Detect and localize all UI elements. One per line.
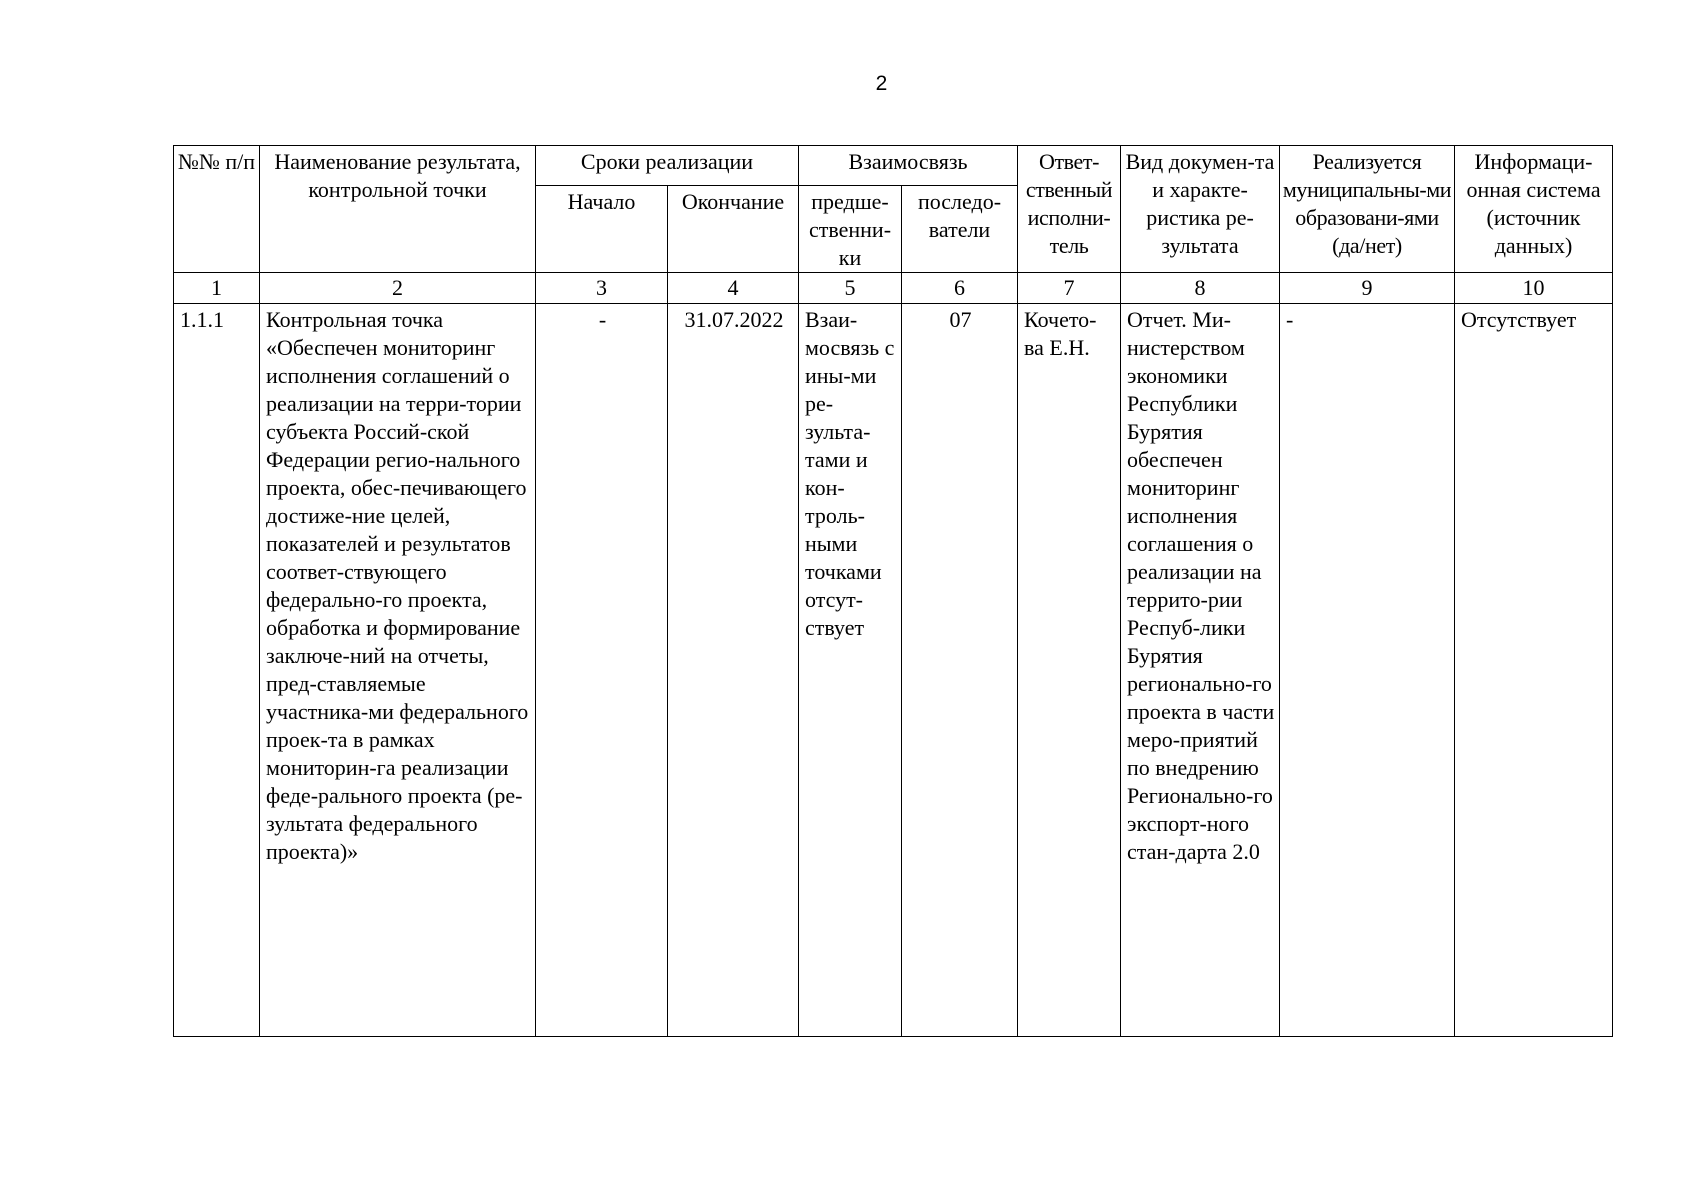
column-number: 4 [668,273,799,304]
header-predecessors: предше-ственни-ки [799,186,902,273]
row-successors: 07 [902,304,1018,1037]
header-municipal: Реализуется муниципальны-ми образовани-ями (да/нет) [1280,146,1455,273]
header-end: Окончание [668,186,799,273]
column-number-row [174,273,1613,304]
column-number: 5 [799,273,902,304]
header-start: Начало [536,186,668,273]
row-name: Контрольная точка «Обеспечен мониторинг исполнения соглашений о реализации на терри-тории субъекта Россий-ской Федерации регио-нального проекта, обес-печивающего достиже-ние целей, показателей и результатов соответ-ствующего федерально-го проекта, обработка и формирование заключе-ний на отчеты, пред-ставляемые участника-ми федерального проек-та в рамках мониторин-га реализации феде-рального проекта (ре-зультата федерального проекта)» [260,304,536,1037]
header-num: №№ п/п [174,146,260,273]
header-doc-type: Вид докумен-та и характе-ристика ре-зультата [1121,146,1280,273]
header-successors: последо-ватели [902,186,1018,273]
page-number: 2 [875,72,888,95]
column-number: 2 [260,273,536,304]
header-row-1 [174,146,1613,186]
column-number: 7 [1018,273,1121,304]
header-name: Наименование результата, контрольной точки [260,146,536,273]
row-predecessors: Взаи-мосвязь с ины-ми ре-зульта-тами и кон-троль-ными точками отсут-ствует [799,304,902,1037]
project-plan-table [173,145,1613,1037]
header-responsible: Ответ-ственный исполни-тель [1018,146,1121,273]
row-municipal: - [1280,304,1455,1037]
header-timing-group: Сроки реализации [536,146,799,186]
row-start: - [536,304,668,1037]
row-info-system: Отсутствует [1455,304,1613,1037]
header-link-group: Взаимосвязь [799,146,1018,186]
column-number: 8 [1121,273,1280,304]
row-num: 1.1.1 [174,304,260,1037]
table-row [174,304,1613,1037]
row-responsible: Кочето-ва Е.Н. [1018,304,1121,1037]
row-doc-type: Отчет. Ми-нистерством экономики Республики Бурятия обеспечен мониторинг исполнения соглашения о реализации на террито-рии Респуб-лики Бурятия регионально-го проекта в части меро-приятий по внедрению Регионально-го экспорт-ного стан-дарта 2.0 [1121,304,1280,1037]
column-number: 9 [1280,273,1455,304]
column-number: 6 [902,273,1018,304]
header-info-system: Информаци-онная система (источник данных) [1455,146,1613,273]
column-number: 10 [1455,273,1613,304]
row-end: 31.07.2022 [668,304,799,1037]
column-number: 1 [174,273,260,304]
column-number: 3 [536,273,668,304]
